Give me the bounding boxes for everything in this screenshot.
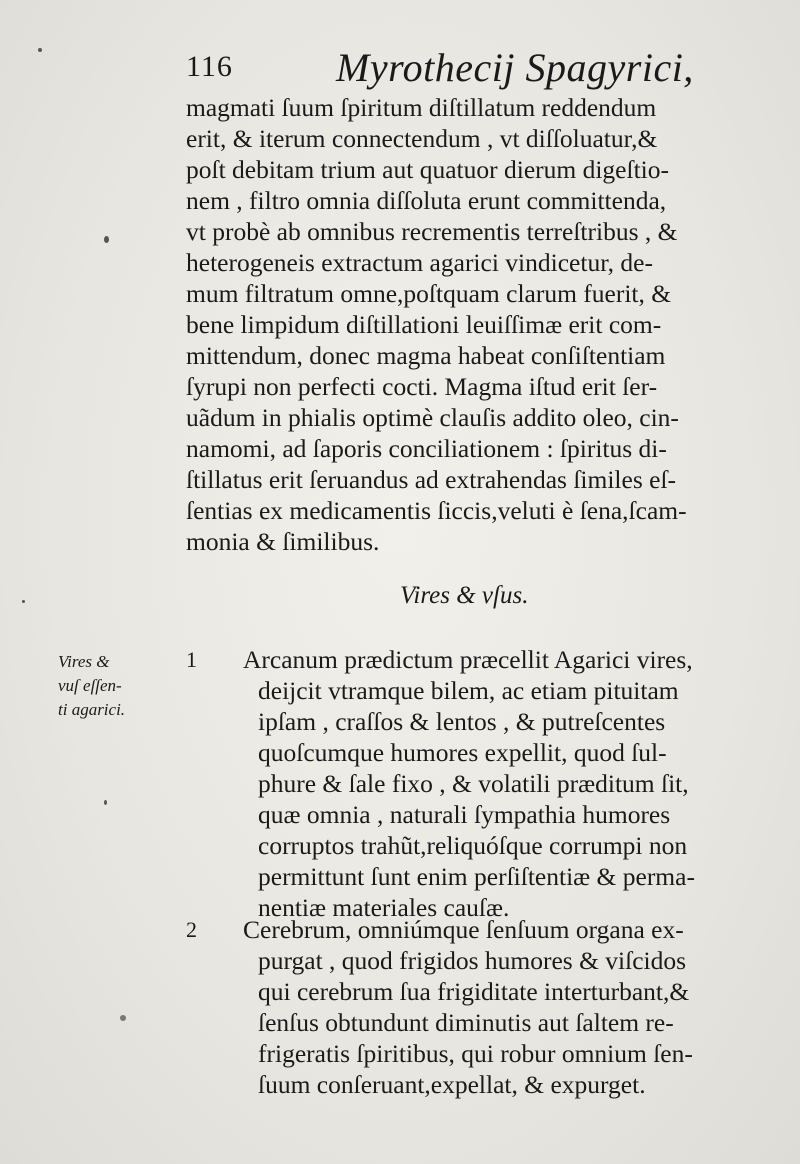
text-line: phure & ſale fixo , & volatili præditum ſit, [258, 769, 689, 798]
text-line: mittendum, donec magma habeat conſiſtentiam [186, 341, 666, 370]
text-line: ſyrupi non perfecti cocti. Magma iſtud erit ſer- [186, 372, 658, 401]
text-line: deijcit vtramque bilem, ac etiam pituitam [258, 676, 679, 705]
text-line: ipſam , craſſos & lentos , & putreſcentes [258, 707, 666, 736]
text-line: ſuum conſeruant,expellat, & expurget. [258, 1070, 646, 1099]
text-line: namomi, ad ſaporis conciliationem : ſpiritus di- [186, 434, 667, 463]
ink-speck [104, 800, 107, 805]
item-text [243, 644, 773, 923]
ink-speck [38, 48, 42, 52]
marginal-note-line: ti agarici. [58, 700, 126, 719]
marginal-note-line: vuſ eſſen- [58, 676, 122, 695]
text-line: Arcanum prædictum præcellit Agarici vires, [243, 645, 693, 674]
item-number: 1 [186, 647, 197, 672]
text-line: quæ omnia , naturali ſympathia humores [258, 800, 671, 829]
text-line: quoſcumque humores expellit, quod ſul- [258, 738, 667, 767]
text-line: bene limpidum diſtillationi leuiſſimæ erit com- [186, 310, 662, 339]
text-line: ſtillatus erit ſeruandus ad extrahendas ſimiles eſ- [186, 465, 677, 494]
text-line: erit, & iterum connectendum , vt diſſoluatur,& [186, 124, 658, 153]
text-line: nem , filtro omnia diſſoluta erunt committenda, [186, 186, 667, 215]
body-paragraph [186, 92, 766, 557]
running-title: Myrothecij Spagyrici, [336, 45, 694, 90]
item-number: 2 [186, 917, 197, 942]
ink-speck [120, 1015, 126, 1021]
item-text [243, 914, 773, 1100]
text-line: permittunt ſunt enim perſiſtentiæ & perma- [258, 862, 695, 891]
text-line: heterogeneis extractum agarici vindicetur, de- [186, 248, 653, 277]
text-line: monia & ſimilibus. [186, 527, 380, 556]
text-line: corruptos trahũt,reliquóſque corrumpi non [258, 831, 688, 860]
page-number: 116 [186, 50, 233, 83]
section-heading: Vires & vſus. [400, 582, 529, 609]
marginal-note [58, 650, 188, 722]
text-line: poſt debitam trium aut quatuor dierum digeſtio- [186, 155, 669, 184]
marginal-note-line: Vires & [58, 652, 110, 671]
text-line: frigeratis ſpiritibus, qui robur omnium ſen- [258, 1039, 693, 1068]
text-line: Cerebrum, omniúmque ſenſuum organa ex- [243, 915, 684, 944]
text-line: purgat , quod frigidos humores & viſcidos [258, 946, 687, 975]
text-line: nentiæ materiales cauſæ. [258, 893, 510, 922]
text-line: mum filtratum omne,poſtquam clarum fuerit, & [186, 279, 672, 308]
text-line: qui cerebrum ſua frigiditate interturbant,& [258, 977, 690, 1006]
text-line: uãdum in phialis optimè clauſis addito oleo, cin- [186, 403, 679, 432]
text-line: ſentias ex medicamentis ſiccis,veluti è ſena,ſcam- [186, 496, 687, 525]
ink-speck [22, 600, 25, 603]
text-line: vt probè ab omnibus recrementis terreſtribus , & [186, 217, 678, 246]
page-header [186, 44, 694, 94]
text-line: ſenſus obtundunt diminutis aut ſaltem re- [258, 1008, 674, 1037]
text-line: magmati ſuum ſpiritum diſtillatum reddendum [186, 93, 657, 122]
ink-speck [104, 236, 109, 243]
